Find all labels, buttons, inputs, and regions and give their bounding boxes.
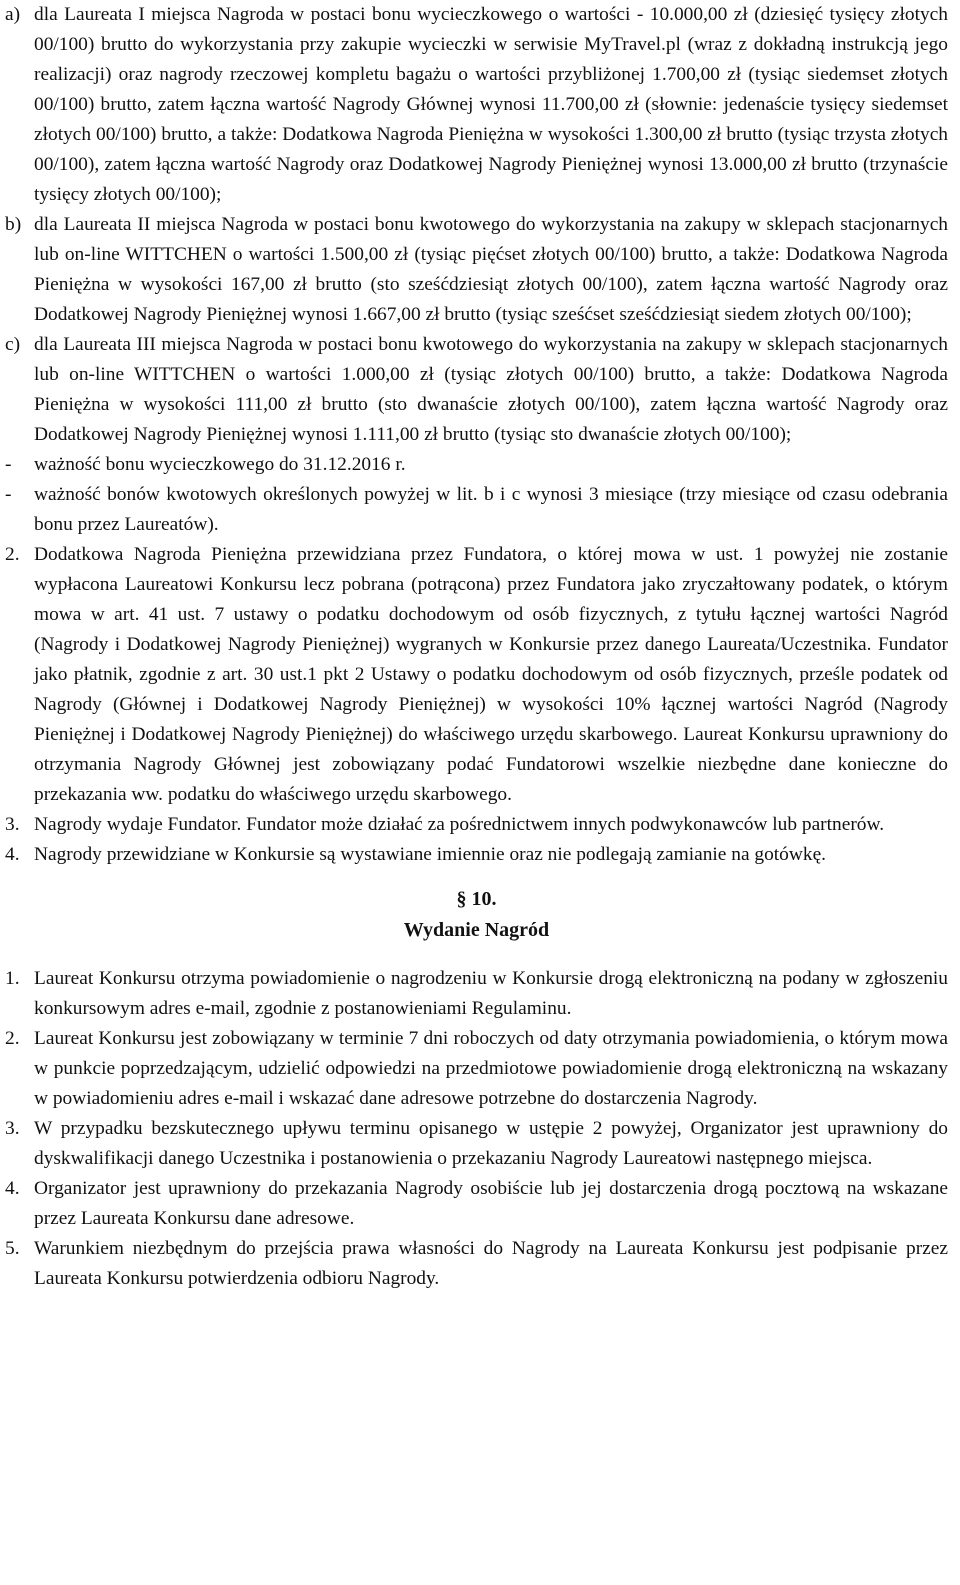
prize-item-b	[5, 210, 948, 330]
paragraph-text: Organizator jest uprawniony do przekazania Nagrody osobiście lub jej dostarczenia drogą pocztową na wskazane przez Laureata Konkursu dane adresowe.	[34, 1178, 948, 1229]
section-paragraph-3	[5, 1114, 948, 1174]
list-number: 3.	[5, 1118, 20, 1139]
paragraph-text: Laureat Konkursu jest zobowiązany w terminie 7 dni roboczych od daty otrzymania powiadomienia, o którym mowa w punkcie poprzedzającym, udzielić odpowiedzi na przedmiotowe powiadomienie drogą elektroniczną na wskazany w powiadomieniu adres e-mail i wskazać dane adresowe potrzebne do dostarczenia Nagrody.	[34, 1028, 948, 1109]
section-paragraph-4	[5, 1174, 948, 1234]
prize-item-a	[5, 0, 948, 210]
numbered-paragraph-2	[5, 540, 948, 810]
paragraph-text: dla Laureata I miejsca Nagroda w postaci bonu wycieczkowego o wartości - 10.000,00 zł (dziesięć tysięcy złotych 00/100) brutto do wykorzystania przy zakupie wycieczki w serwisie MyTravel.pl (wraz z dokładną instrukcją jego realizacji) oraz nagrody rzeczowej kompletu bagażu o wartości przybliżonej 1.700,00 zł (tysiąc siedemset złotych 00/100) brutto, zatem łączna wartość Nagrody Głównej wynosi 11.700,00 zł (słownie: jedenaście tysięcy siedemset złotych 00/100) brutto, a także: Dodatkowa Nagroda Pieniężna w wysokości 1.300,00 zł brutto (tysiąc trzysta złotych 00/100), zatem łączna wartość Nagrody oraz Dodatkowej Nagrody Pieniężnej wynosi 13.000,00 zł brutto (trzynaście tysięcy złotych 00/100);	[34, 4, 948, 205]
paragraph-text: Dodatkowa Nagroda Pieniężna przewidziana przez Fundatora, o której mowa w ust. 1 powyżej nie zostanie wypłacona Laureatowi Konkursu lecz pobrana (potrącona) przez Fundatora jako zryczałtowany podatek, o którym mowa w art. 41 ust. 7 ustawy o podatku dochodowym od osób fizycznych, z tytułu łącznej wartości Nagród (Nagrody i Dodatkowej Nagrody Pieniężnej) wygranych w Konkursie przez danego Laureata/Uczestnika. Fundator jako płatnik, zgodnie z art. 30 ust.1 pkt 2 Ustawy o podatku dochodowym od osób fizycznych, prześle podatek od Nagrody (Głównej i Dodatkowej Nagrody Pieniężnej) w wysokości 10% łącznej wartości Nagród (Nagrody Pieniężnej i Dodatkowej Nagrody Pieniężnej) do właściwego urzędu skarbowego. Laureat Konkursu uprawniony do otrzymania Nagrody Głównej jest zobowiązany podać Fundatorowi wszelkie niezbędne dane konieczne do przekazania ww. podatku do właściwego urzędu skarbowego.	[34, 544, 948, 805]
validity-note-travel	[5, 450, 948, 480]
validity-note-vouchers	[5, 480, 948, 540]
list-marker: c)	[5, 334, 21, 355]
list-number: 1.	[5, 968, 20, 989]
paragraph-text: Nagrody przewidziane w Konkursie są wystawiane imiennie oraz nie podlegają zamianie na gotówkę.	[34, 844, 827, 865]
section-heading	[5, 884, 948, 946]
list-number: 5.	[5, 1238, 20, 1259]
list-number: 4.	[5, 844, 20, 865]
list-marker: b)	[5, 214, 22, 235]
paragraph-text: Laureat Konkursu otrzyma powiadomienie o nagrodzeniu w Konkursie drogą elektroniczną na podany w zgłoszeniu konkursowym adres e-mail, zgodnie z postanowieniami Regulaminu.	[34, 968, 948, 1019]
numbered-paragraph-4	[5, 840, 948, 870]
paragraph-text: Nagrody wydaje Fundator. Fundator może działać za pośrednictwem innych podwykonawców lub partnerów.	[34, 814, 885, 835]
paragraph-text: dla Laureata III miejsca Nagroda w postaci bonu kwotowego do wykorzystania na zakupy w sklepach stacjonarnych lub on-line WITTCHEN o wartości 1.000,00 zł (tysiąc złotych 00/100) brutto, a także: Dodatkowa Nagroda Pieniężna w wysokości 111,00 zł brutto (sto dwanaście złotych 00/100), zatem łączna wartość Nagrody oraz Dodatkowej Nagrody Pieniężnej wynosi 1.111,00 zł brutto (tysiąc sto dwanaście złotych 00/100);	[34, 334, 948, 445]
list-number: 2.	[5, 1028, 20, 1049]
list-number: 4.	[5, 1178, 20, 1199]
prize-item-c	[5, 330, 948, 450]
paragraph-text: ważność bonu wycieczkowego do 31.12.2016 r.	[34, 454, 406, 475]
section-number: § 10.	[456, 888, 497, 910]
paragraph-text: dla Laureata II miejsca Nagroda w postaci bonu kwotowego do wykorzystania na zakupy w sklepach stacjonarnych lub on-line WITTCHEN o wartości 1.500,00 zł (tysiąc pięćset złotych 00/100) brutto, a także: Dodatkowa Nagroda Pieniężna w wysokości 167,00 zł brutto (sto sześćdziesiąt złotych 00/100), zatem łączna wartość Nagrody oraz Dodatkowej Nagrody Pieniężnej wynosi 1.667,00 zł brutto (tysiąc sześćset sześćdziesiąt siedem złotych 00/100);	[34, 214, 948, 325]
section-paragraph-5	[5, 1234, 948, 1294]
numbered-paragraph-3	[5, 810, 948, 840]
list-number: 2.	[5, 544, 20, 565]
dash-marker: -	[5, 484, 12, 505]
section-title: Wydanie Nagród	[403, 919, 550, 941]
paragraph-text: Warunkiem niezbędnym do przejścia prawa własności do Nagrody na Laureata Konkursu jest podpisanie przez Laureata Konkursu potwierdzenia odbioru Nagrody.	[34, 1238, 948, 1289]
list-marker: a)	[5, 4, 21, 25]
paragraph-text: W przypadku bezskutecznego upływu terminu opisanego w ustępie 2 powyżej, Organizator jest uprawniony do dyskwalifikacji danego Uczestnika i postanowienia o przekazaniu Nagrody Laureatowi następnego miejsca.	[34, 1118, 948, 1169]
section-paragraph-1	[5, 964, 948, 1024]
list-number: 3.	[5, 814, 20, 835]
section-paragraph-2	[5, 1024, 948, 1114]
paragraph-text: ważność bonów kwotowych określonych powyżej w lit. b i c wynosi 3 miesiące (trzy miesiące od czasu odebrania bonu przez Laureatów).	[34, 484, 948, 535]
dash-marker: -	[5, 454, 12, 475]
